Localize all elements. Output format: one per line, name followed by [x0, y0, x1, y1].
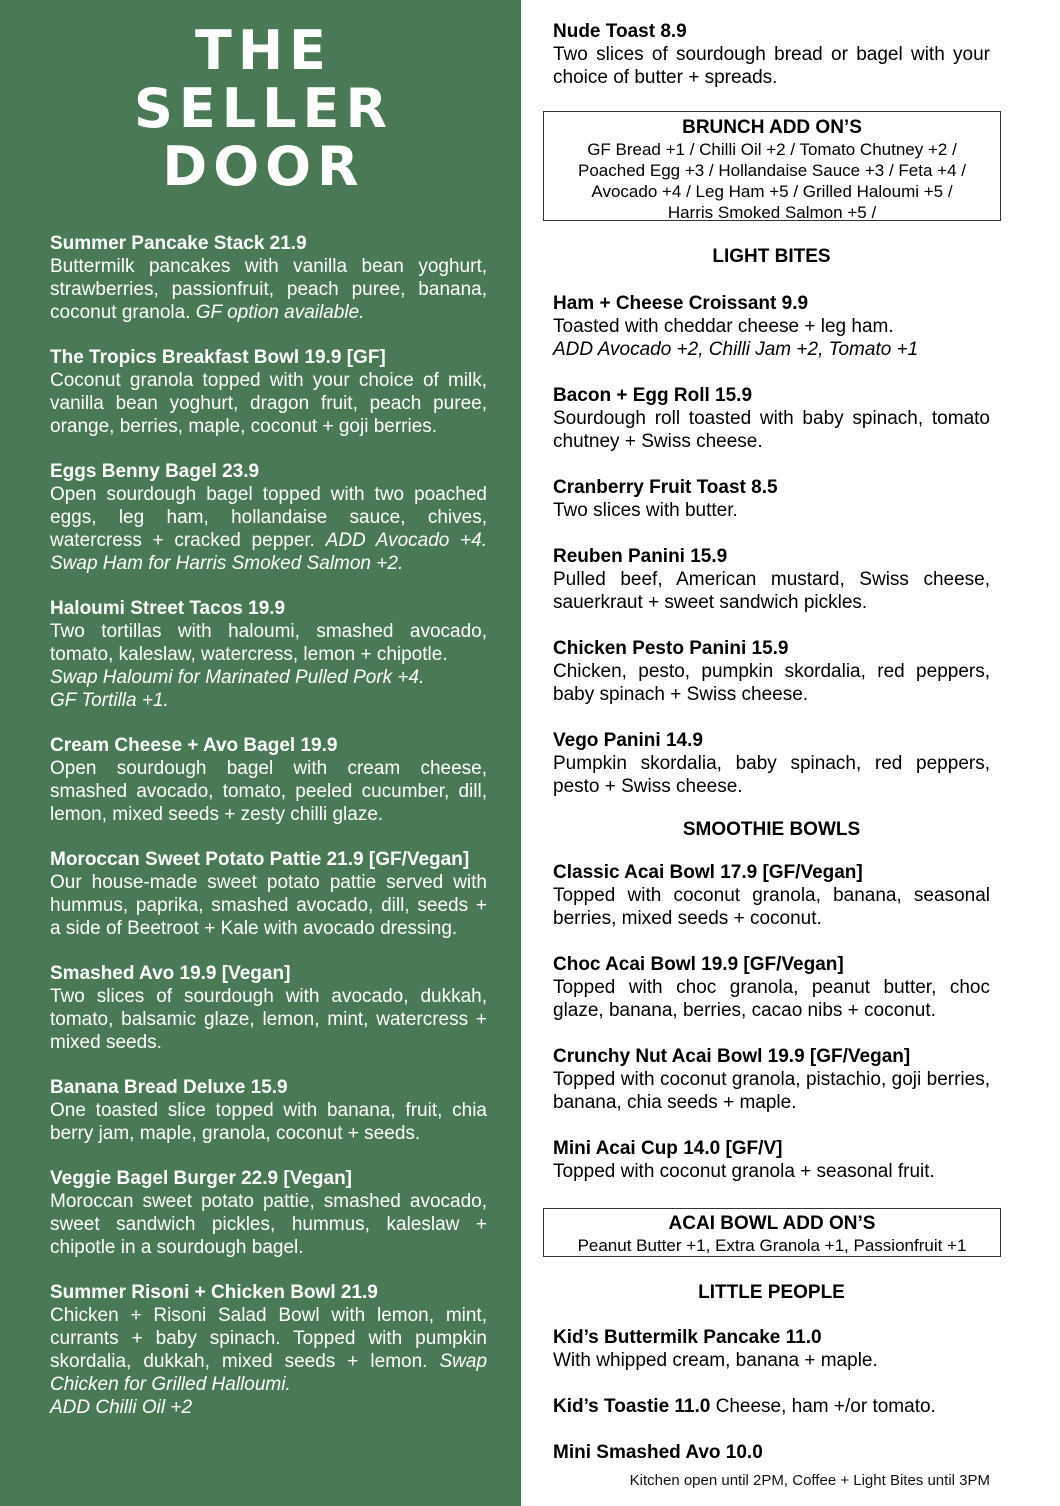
brunch-menu-list: [50, 232, 487, 1441]
menu-item: [553, 637, 990, 706]
menu-item: [553, 476, 990, 522]
menu-item: [553, 1395, 990, 1418]
menu-item: [50, 346, 487, 438]
item-name: Summer Risoni + Chicken Bowl 21.9: [50, 1282, 378, 1303]
menu-item: [50, 1281, 487, 1419]
menu-item: [553, 292, 990, 361]
left-panel: [0, 0, 521, 1506]
menu-item: [553, 1326, 990, 1372]
item-name: Nude Toast 8.9: [553, 21, 687, 42]
item-desc: Our house-made sweet potato pattie served with hummus, paprika, smashed avocado, dill, seeds + a side of Beetroot + Kale with avocado dressing.: [50, 872, 487, 939]
menu-item: [50, 1076, 487, 1145]
item-desc: Moroccan sweet potato pattie, smashed avocado, sweet sandwich pickles, hummus, kaleslaw + chipotle in a sourdough bagel.: [50, 1191, 487, 1258]
item-name: Haloumi Street Tacos 19.9: [50, 598, 286, 619]
item-name: Choc Acai Bowl 19.9 [GF/Vegan]: [553, 954, 844, 975]
item-name: Reuben Panini 15.9: [553, 546, 728, 567]
item-desc: Topped with coconut granola + seasonal fruit.: [553, 1161, 935, 1182]
menu-item: [50, 460, 487, 575]
item-desc: Sourdough roll toasted with baby spinach, tomato chutney + Swiss cheese.: [553, 408, 990, 452]
item-desc: Cheese, ham +/or tomato.: [715, 1396, 936, 1417]
menu-item: [553, 1137, 990, 1183]
menu-item: [50, 232, 487, 324]
item-note: GF Tortilla +1.: [50, 690, 169, 711]
menu-item: [553, 20, 990, 89]
menu-item: [50, 734, 487, 826]
item-name: Veggie Bagel Burger 22.9 [Vegan]: [50, 1168, 352, 1189]
item-name: Mini Acai Cup 14.0 [GF/V]: [553, 1138, 783, 1159]
item-name: Chicken Pesto Panini 15.9: [553, 638, 789, 659]
item-name: Kid’s Buttermilk Pancake 11.0: [553, 1327, 822, 1348]
item-desc: Two slices of sourdough bread or bagel with your choice of butter + spreads.: [553, 44, 990, 88]
little-people-title: LITTLE PEOPLE: [698, 1282, 845, 1303]
menu-item: [553, 1045, 990, 1114]
right-menu-list: [553, 20, 990, 89]
acai-addons-box: [543, 1208, 1001, 1257]
item-desc: Two tortillas with haloumi, smashed avocado, tomato, kaleslaw, watercress, lemon + chipotle.: [50, 621, 487, 665]
menu-item: [553, 729, 990, 798]
brunch-addons-line: Poached Egg +3 / Hollandaise Sauce +3 / Feta +4 /: [578, 161, 966, 180]
item-name: Summer Pancake Stack 21.9: [50, 233, 307, 254]
item-note: GF option available.: [195, 302, 365, 323]
brunch-addons-line: Harris Smoked Salmon +5 /: [667, 203, 877, 222]
logo-line-1: THE: [195, 19, 332, 82]
brunch-addons-title: BRUNCH ADD ON’S: [682, 117, 862, 138]
brunch-addons-line: GF Bread +1 / Chilli Oil +2 / Tomato Chutney +2 /: [587, 140, 957, 159]
item-name: The Tropics Breakfast Bowl 19.9 [GF]: [50, 347, 386, 368]
menu-item: [50, 848, 487, 940]
brunch-addons-line: Avocado +4 / Leg Ham +5 / Grilled Haloumi +5 /: [591, 182, 953, 201]
item-name: Cream Cheese + Avo Bagel 19.9: [50, 735, 338, 756]
item-desc: Topped with coconut granola, banana, seasonal berries, mixed seeds + coconut.: [553, 885, 990, 929]
item-note: Swap Chicken for Grilled Halloumi.: [50, 1351, 488, 1395]
item-note: ADD Chilli Oil +2: [50, 1397, 193, 1418]
item-desc: Pulled beef, American mustard, Swiss cheese, sauerkraut + sweet sandwich pickles.: [553, 569, 990, 613]
item-note: Swap Haloumi for Marinated Pulled Pork +4.: [50, 667, 425, 688]
light-bites-section: [553, 245, 990, 1206]
menu-item: [50, 1167, 487, 1259]
kitchen-hours-footer: Kitchen open until 2PM, Coffee + Light Bites until 3PM: [629, 1472, 990, 1489]
smoothie-bowls-title: SMOOTHIE BOWLS: [682, 819, 861, 840]
menu-item: [50, 597, 487, 712]
item-desc: Open sourdough bagel with cream cheese, smashed avocado, tomato, peeled cucumber, dill, lemon, mixed seeds + zesty chilli glaze.: [50, 758, 487, 825]
item-desc: With whipped cream, banana + maple.: [553, 1350, 878, 1371]
item-desc: Two slices with butter.: [553, 500, 738, 521]
item-note: ADD Avocado +4. Swap Ham for Harris Smoked Salmon +2.: [50, 530, 487, 574]
item-desc: Pumpkin skordalia, baby spinach, red peppers, pesto + Swiss cheese.: [553, 753, 990, 797]
item-desc: Open sourdough bagel topped with two poached eggs, leg ham, hollandaise sauce, chives, watercress + cracked pepper.: [50, 484, 487, 551]
item-desc: One toasted slice topped with banana, fruit, chia berry jam, maple, granola, coconut + seeds.: [50, 1100, 487, 1144]
brunch-addons-box: [543, 111, 1001, 221]
item-note: ADD Avocado +2, Chilli Jam +2, Tomato +1: [553, 339, 919, 360]
menu-item: [50, 962, 487, 1054]
brand-logo: [0, 19, 521, 198]
item-desc: Topped with choc granola, peanut butter, choc glaze, banana, berries, cacao nibs + coconut.: [553, 977, 990, 1021]
item-desc: Toasted with cheddar cheese + leg ham.: [553, 316, 894, 337]
item-name: Ham + Cheese Croissant 9.9: [553, 293, 809, 314]
item-name: Moroccan Sweet Potato Pattie 21.9 [GF/Vegan]: [50, 849, 470, 870]
menu-item: [553, 953, 990, 1022]
item-name: Cranberry Fruit Toast 8.5: [553, 477, 778, 498]
light-bites-title: LIGHT BITES: [712, 246, 831, 267]
item-desc: Topped with coconut granola, pistachio, goji berries, banana, chia seeds + maple.: [553, 1069, 990, 1113]
item-desc: Coconut granola topped with your choice of milk, vanilla bean yoghurt, dragon fruit, peach puree, orange, berries, maple, coconut + goji berries.: [50, 370, 487, 437]
item-name: Mini Smashed Avo 10.0: [553, 1442, 763, 1463]
item-name: Bacon + Egg Roll 15.9: [553, 385, 753, 406]
menu-item: [553, 1441, 990, 1464]
menu-item: [553, 384, 990, 453]
logo-line-2: SELLER: [133, 77, 394, 140]
item-name: Kid’s Toastie 11.0: [553, 1396, 711, 1417]
acai-addons-line: Peanut Butter +1, Extra Granola +1, Passionfruit +1: [577, 1236, 967, 1255]
little-people-section: [553, 1281, 990, 1464]
item-name: Eggs Benny Bagel 23.9: [50, 461, 260, 482]
logo-line-3: DOOR: [162, 135, 365, 198]
menu-item: [553, 545, 990, 614]
item-name: Crunchy Nut Acai Bowl 19.9 [GF/Vegan]: [553, 1046, 911, 1067]
acai-addons-title: ACAI BOWL ADD ON’S: [668, 1213, 876, 1234]
item-name: Classic Acai Bowl 17.9 [GF/Vegan]: [553, 862, 863, 883]
item-name: Banana Bread Deluxe 15.9: [50, 1077, 288, 1098]
item-desc: Chicken + Risoni Salad Bowl with lemon, mint, currants + baby spinach. Topped with pumpkin skordalia, dukkah, mixed seeds + lemon.: [50, 1305, 487, 1372]
item-desc: Chicken, pesto, pumpkin skordalia, red peppers, baby spinach + Swiss cheese.: [553, 661, 990, 705]
menu-item: [553, 861, 990, 930]
item-name: Smashed Avo 19.9 [Vegan]: [50, 963, 291, 984]
item-desc: Two slices of sourdough with avocado, dukkah, tomato, balsamic glaze, lemon, mint, watercress + mixed seeds.: [50, 986, 487, 1053]
item-name: Vego Panini 14.9: [553, 730, 703, 751]
item-desc: Buttermilk pancakes with vanilla bean yoghurt, strawberries, passionfruit, peach puree, banana, coconut granola.: [50, 256, 487, 323]
